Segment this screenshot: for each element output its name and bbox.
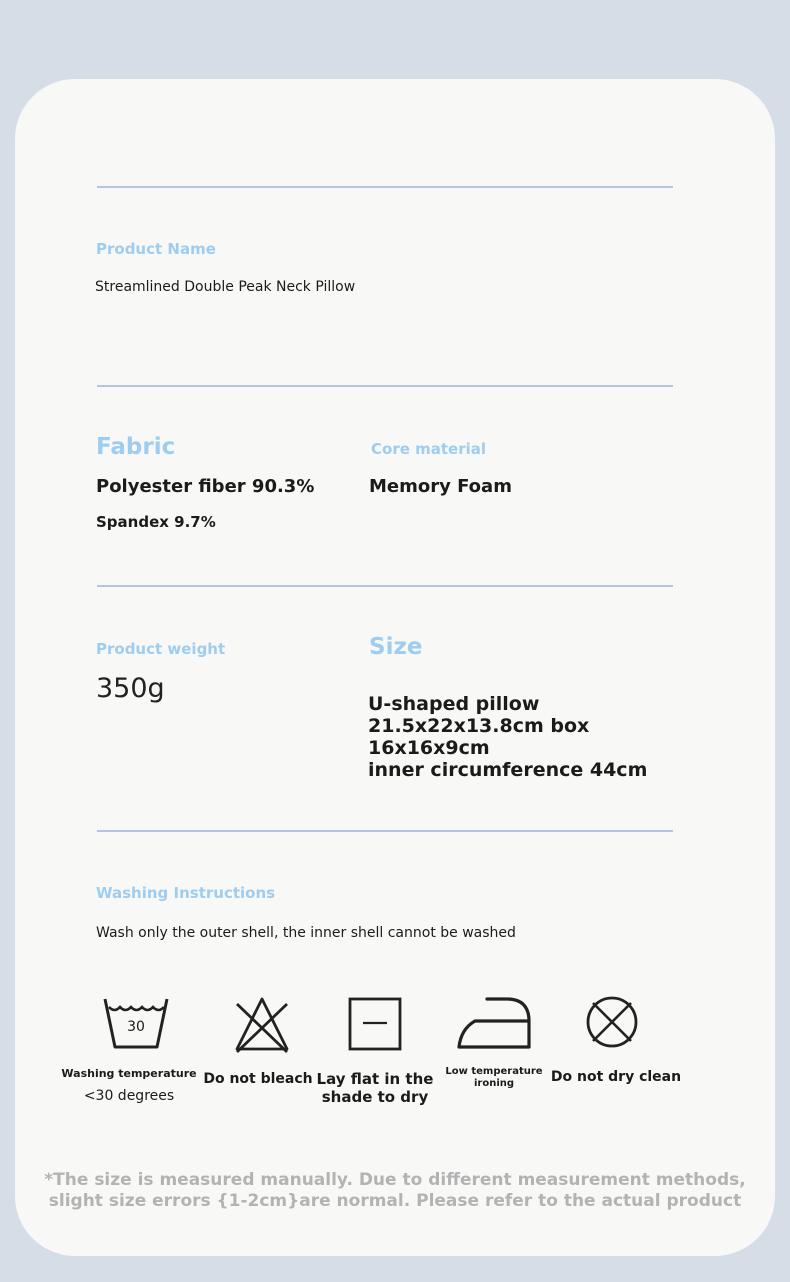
lay-flat-dry-icon <box>348 997 402 1051</box>
divider <box>97 186 673 188</box>
product-weight-label: Product weight <box>96 640 226 658</box>
fabric-line-2: Spandex 9.7% <box>96 513 216 531</box>
lay-flat-caption-line-2: shade to dry <box>321 1088 429 1106</box>
low-iron-caption-line-2: ironing <box>473 1078 515 1089</box>
size-value <box>368 693 698 781</box>
wash-caption-line-1: Washing temperature <box>61 1067 197 1080</box>
washing-note: Wash only the outer shell, the inner shell cannot be washed <box>96 925 516 941</box>
low-iron-caption-line-1: Low temperature <box>445 1066 543 1077</box>
no-dry-clean-icon <box>585 995 639 1049</box>
wash-temperature-number: 30 <box>127 1019 145 1035</box>
size-line-1: U-shaped pillow <box>368 693 540 715</box>
divider <box>97 830 673 832</box>
wash-caption-line-2: <30 degrees <box>83 1088 175 1104</box>
fabric-label: Fabric <box>96 434 176 460</box>
product-name-label: Product Name <box>96 240 216 258</box>
product-name-value: Streamlined Double Peak Neck Pillow <box>95 279 356 295</box>
no-bleach-caption: Do not bleach <box>203 1071 313 1087</box>
footnote-line-2: slight size errors {1-2cm}are normal. Please refer to the actual product <box>48 1191 742 1211</box>
core-material-value: Memory Foam <box>369 476 512 497</box>
divider <box>97 385 673 387</box>
divider <box>97 585 673 587</box>
core-material-label: Core material <box>371 440 487 458</box>
low-iron-icon <box>455 995 533 1051</box>
lay-flat-caption-line-1: Lay flat in the <box>316 1070 434 1088</box>
fabric-line-1: Polyester fiber 90.3% <box>96 476 315 497</box>
spec-card <box>15 79 775 1256</box>
no-bleach-icon <box>233 995 291 1055</box>
washing-label: Washing Instructions <box>96 884 276 902</box>
size-label: Size <box>369 634 423 660</box>
footnote <box>15 1170 775 1212</box>
size-line-2: 21.5x22x13.8cm box 16x16x9cm <box>368 715 590 759</box>
footnote-line-1: *The size is measured manually. Due to different measurement methods, <box>44 1170 746 1190</box>
size-line-3: inner circumference 44cm <box>368 759 648 781</box>
no-dry-clean-caption: Do not dry clean <box>550 1069 682 1085</box>
product-weight-value: 350g <box>96 673 165 704</box>
